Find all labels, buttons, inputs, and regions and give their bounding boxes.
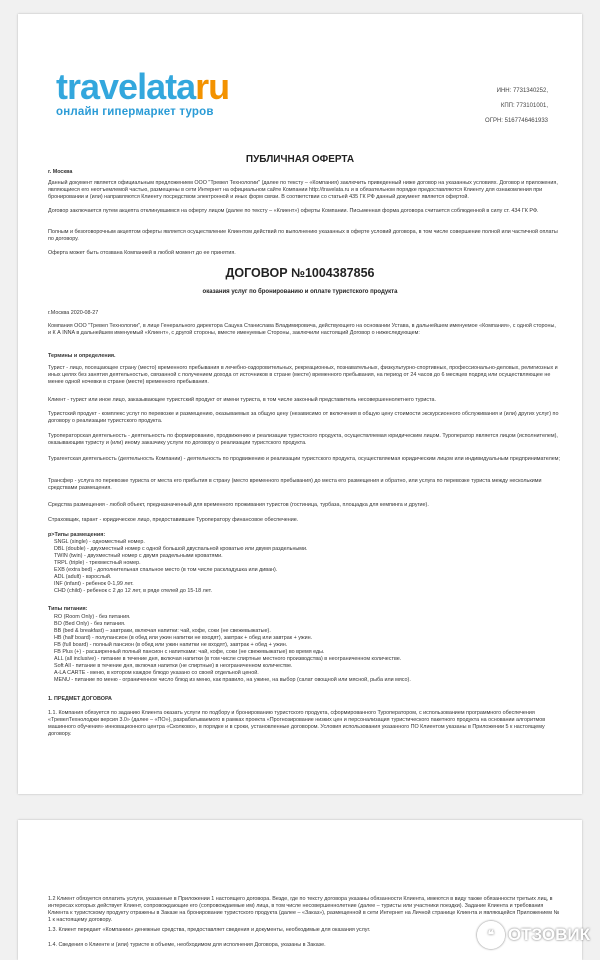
section-1-3: 1.3. Клиент передает «Компании» денежные средства, предоставляет сведения и документы, необходимые для оказания услуг. — [48, 927, 371, 933]
contract-place-date: г.Москва 2020-08-27 — [48, 310, 99, 316]
section-1-4: 1.4. Сведения о Клиенте и (или) туристе в объеме, необходимом для исполнения Договора, указаны в Заказе. — [48, 942, 326, 948]
list-item: BO (Bed Only) - без питания. — [54, 621, 126, 627]
term-insurer: Страховщик, гарант - юридическое лицо, предоставившее Туроператору финансовое обеспечение. — [48, 517, 299, 523]
term-tour-operator: Туроператорская деятельность - деятельность по формированию, продвижению и реализации туристского продукта, осуществляемая юридическим лицом. Туроператор является лицом (исполнителем), оказывающим туристу и (или) иному заказчику услуги по договору о реализации туристского продукта. — [48, 433, 558, 446]
logo-brand-main: travelata — [56, 66, 196, 107]
contract-subtitle: оказания услуг по бронированию и оплате туристского продукта — [202, 289, 398, 295]
logo-tagline: онлайн гипермаркет туров — [56, 106, 214, 118]
section-1-heading: 1. ПРЕДМЕТ ДОГОВОРА — [48, 696, 112, 702]
otzovik-watermark — [477, 921, 590, 949]
list-item: FB Plus (+) - расширенный полный пансион с напитками: чай, кофе, соки (не свежевыжатые) во время еды. — [54, 649, 325, 655]
term-client: Клиент - турист или иное лицо, заказывающее туристский продукт от имени туриста, в том числе законный представитель несовершеннолетнего туриста. — [48, 397, 436, 403]
list-item: EXB (extra bed) - дополнительная спальное место (в том числе раскладушка или диван). — [54, 567, 278, 573]
offer-paragraph-2: Договор заключается путем акцепта отклинувшимся на оферту лицом (далее по тексту – «Клиент») оферты Компании. Письменная форма договора считается соблюденной в силу ст. 434 ГК РФ. — [48, 208, 539, 214]
speech-bubble-icon: ❝ — [477, 921, 505, 949]
travelata-logo — [56, 68, 229, 118]
term-accommodation-means: Средства размещения - любой объект, предназначенный для временного проживания туристов (гостиница, турбаза, площадка для кемпинга и другие). — [48, 502, 429, 508]
list-item: ADL (adult) - взрослый. — [54, 574, 112, 580]
list-item: A-LA CARTE - меню, в котором каждое блюдо указано со своей отдельной ценой. — [54, 670, 259, 676]
meals-list — [48, 614, 566, 684]
accommodation-heading: р>Типы размещения: — [48, 532, 106, 538]
accommodation-list — [48, 539, 566, 595]
company-requisites — [485, 84, 548, 129]
list-item: BB (bed & breakfast) – завтраки, включая напитки: чай, кофе, соки (не свежевыжатые). — [54, 628, 271, 634]
list-item: FB (full board) - полный пансион (в обед или ужин напитки не входят), завтрак + обед + ужин. — [54, 642, 288, 648]
list-item: TWIN (twin) - двухместный номер с двумя раздельными кроватями. — [54, 553, 223, 559]
inn: ИНН: 7731340252, — [496, 88, 548, 94]
offer-city: г. Москва — [48, 169, 73, 175]
term-tour-product: Туристский продукт - комплекс услуг по перевозке и размещению, оказываемых за общую цену (независимо от включения в общую цену стоимости экскурсионного обслуживания и (или) других услуг) по договору о реализации туристского продукта. — [48, 411, 559, 424]
contract-title: ДОГОВОР №1004387856 — [225, 266, 375, 280]
term-tourist: Турист - лицо, посещающее страну (место) временного пребывания в лечебно-оздоровительных, рекреационных, познавательных, физкультурно-спортивных, профессионально-деловых, религиозных и иных целях без занятия деятельностью, связанной с получением дохода от источников в стране (месте) временного пребывания, на период от 24 часов до 6 месяцев подряд или осуществляющее не менее одной ночевки в стране (месте) временного пребывания. — [48, 365, 558, 385]
document-page-1 — [18, 14, 582, 794]
list-item: MENU - питание по меню - ограниченное число блюд из меню, как правило, на ужине, на выбор (салат овощной или мясной, рыба или мясо). — [54, 677, 411, 683]
list-item: TRPL (triple) - трехместный номер. — [54, 560, 141, 566]
offer-paragraph-4: Оферта может быть отозвана Компанией в любой момент до ее принятия. — [48, 250, 236, 256]
list-item: RO (Room Only) - без питания. — [54, 614, 131, 620]
list-item: HB (half board) - полупансион (в обед или ужин напитки не входят), завтрак + обед или завтрак + ужин. — [54, 635, 313, 641]
kpp: КПП: 773101001, — [500, 103, 548, 109]
list-item: CHD (child) - ребенок с 2 до 12 лет, в ряде отелей до 15-18 лет. — [54, 588, 212, 594]
term-transfer: Трансфер - услуга по перевозке туриста от места его прибытия в страну (место временного пребывания) до места его размещения и обратно, или услуга по перевозке туриста между несколькими средствами размещения. — [48, 478, 542, 491]
offer-title: ПУБЛИЧНАЯ ОФЕРТА — [245, 154, 355, 165]
logo-brand-tld: ru — [195, 66, 230, 107]
term-travel-agency: Турагентская деятельность (деятельность Компании) - деятельность по продвижению и реализации туристского продукта, осуществляемая юридическим лицом или индивидуальным предпринимателем; — [48, 456, 560, 462]
meals-heading: Типы питания: — [48, 606, 88, 612]
watermark-text: ОТЗОВИК — [507, 925, 590, 944]
offer-paragraph-3: Полным и безоговорочным акцептом оферты является осуществление Клиентом действий по выполнению указанных в оферте условий договора, в том числе совершение полной или частичной оплаты по договору. — [48, 229, 558, 242]
list-item: Soft All - питание в течение дня, включая напитки (не спиртные) в неограниченном количестве. — [54, 663, 293, 669]
list-item: DBL (double) - двухместный номер с одной большой двуспальной кроватью или двумя раздельными. — [54, 546, 308, 552]
contract-parties: Компания ООО "Тревел Технологии", в лице Генерального директора Сацука Станислава Владимировича, действующего на основании Устава, в дальнейшем именуемое «Компания», с одной стороны, и К А INNA в дальнейшем именуемый «Клиент», с другой стороны, вместе именуемые Стороны, заключили настоящий Договор о нижеследующем: — [48, 323, 556, 336]
ogrn: ОГРН: 5167746461933 — [485, 118, 548, 124]
list-item: SNGL (single) - одноместный номер. — [54, 539, 145, 545]
section-1-2: 1.2 Клиент обязуется оплатить услуги, указанные в Приложении 1 настоящего договора. Везде, где по тексту договора указаны обязанности Клиента, имеются в виду также обязанности третьих лиц, в интересах которых действует Клиент, сопровождающие его (сопровождаемые им) лица, в том числе несовершеннолетние (далее – туристы или участники поездки). Задание Клиента и требования Клиента к туристскому продукту отражены в Заказе на бронирование туристского продукта (далее – «Заказ»), размещенной в сети Интернет на Личной странице Клиента и являющейся Приложением № 1 к настоящему договору. — [48, 896, 560, 923]
offer-paragraph-1: Данный документ является официальным предложением ООО "Тревел Технологии" (далее по тексту – «Компания) заключить приведенный ниже договор на указанных условиях. Договор и приложения, являющиеся его неотъемлемой частью, размещены в сети Интернет на официальном сайте Компании http://travelata.ru и в обязательном порядке предоставляются Клиенту для ознакомления при бронировании и (или) направляются Клиенту посредством электронной и иных форм связи. В соответствии со статьей 435 ГК РФ данный документ является офертой. — [48, 180, 558, 200]
list-item: INF (infant) - ребенок 0-1,99 лет. — [54, 581, 134, 587]
list-item: ALL (all inclusive) - питание в течение дня, включая напитки (в том числе спиртные местного производства) в неограниченном количестве. — [54, 656, 402, 662]
section-1-1: 1.1. Компания обязуется по заданию Клиента оказать услуги по подбору и бронированию туристского продукта, сформированного Туроператором, с использованием программного обеспечения «ТревелТехнолоджи версия 3.0» (далее – «ПО»), разрабатываемого в рамках проекта «Прогнозирование низких цен и персонализация туристического пакетного продукта на основании алгоритмов машинного обучения» инновационного центра «Сколково», в порядке и в сроки, установленные договором. Условия использования указанного ПО Клиентом указаны в Приложении 5 к настоящему договору. — [48, 710, 546, 737]
terms-heading: Термины и определения. — [48, 353, 116, 359]
